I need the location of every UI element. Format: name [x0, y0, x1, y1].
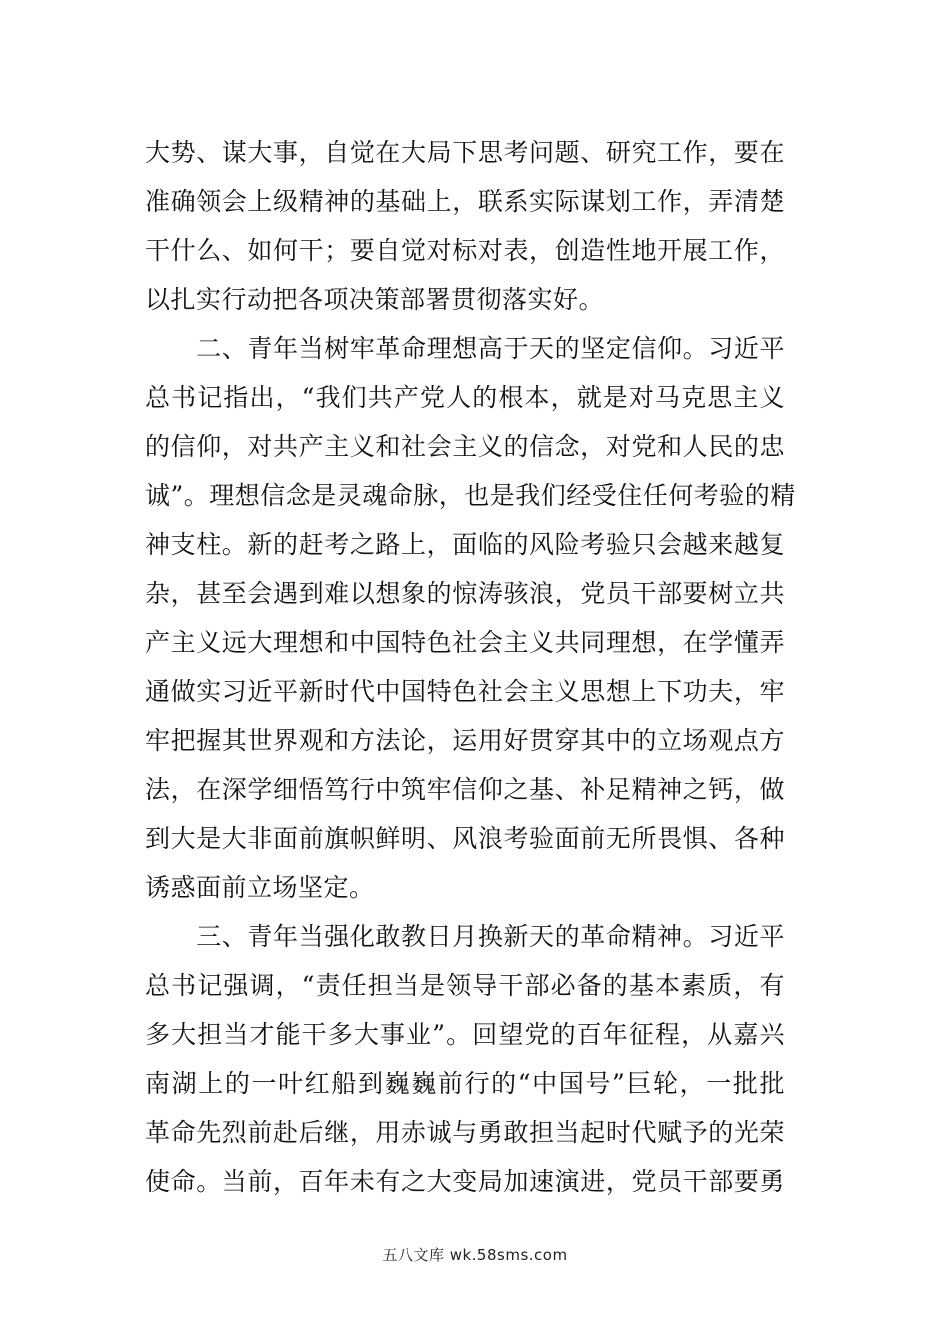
- text-line: 准确领会上级精神的基础上，联系实际谋划工作，弄清楚: [145, 187, 785, 216]
- text-line: 革命先烈前赴后继，用赤诚与勇敢担当起时代赋予的光荣: [145, 1118, 785, 1147]
- text-line: 牢把握其世界观和方法论，运用好贯穿其中的立场观点方: [145, 726, 785, 755]
- text-line: 产主义远大理想和中国特色社会主义共同理想，在学懂弄: [145, 628, 785, 657]
- text-line: 到大是大非面前旗帜鲜明、风浪考验面前无所畏惧、各种: [145, 824, 785, 853]
- text-line: 诱惑面前立场坚定。: [145, 873, 375, 902]
- text-line: 南湖上的一叶红船到巍巍前行的“中国号”巨轮，一批批: [145, 1069, 785, 1098]
- text-line: 总书记强调，“责任担当是领导干部必备的基本素质，有: [145, 971, 785, 1000]
- section-heading-line: 三、青年当强化敢教日月换新天的革命精神。习近平: [145, 922, 785, 951]
- text-line: 以扎实行动把各项决策部署贯彻落实好。: [145, 285, 605, 314]
- text-line: 多大担当才能干多大事业”。回望党的百年征程，从嘉兴: [145, 1020, 785, 1049]
- text-line: 的信仰，对共产主义和社会主义的信念，对党和人民的忠: [145, 432, 785, 461]
- footer-watermark: 五八文库 wk.58sms.com: [382, 1246, 568, 1264]
- text-line: 总书记指出，“我们共产党人的根本，就是对马克思主义: [145, 383, 785, 412]
- text-line: 通做实习近平新时代中国特色社会主义思想上下功夫，牢: [145, 677, 785, 706]
- section-heading-line: 二、青年当树牢革命理想高于天的坚定信仰。习近平: [145, 334, 785, 363]
- text-line: 神支柱。新的赶考之路上，面临的风险考验只会越来越复: [145, 530, 785, 559]
- text-line: 使命。当前，百年未有之大变局加速演进，党员干部要勇: [145, 1167, 785, 1196]
- text-line: 干什么、如何干；要自觉对标对表，创造性地开展工作，: [145, 236, 785, 265]
- body-text: [145, 128, 796, 1206]
- text-line: 杂，甚至会遇到难以想象的惊涛骇浪，党员干部要树立共: [145, 579, 785, 608]
- text-line: 法，在深学细悟笃行中筑牢信仰之基、补足精神之钙，做: [145, 775, 785, 804]
- text-line: 大势、谋大事，自觉在大局下思考问题、研究工作，要在: [145, 138, 785, 167]
- text-line: 诚”。理想信念是灵魂命脉，也是我们经受住任何考验的精: [145, 481, 796, 510]
